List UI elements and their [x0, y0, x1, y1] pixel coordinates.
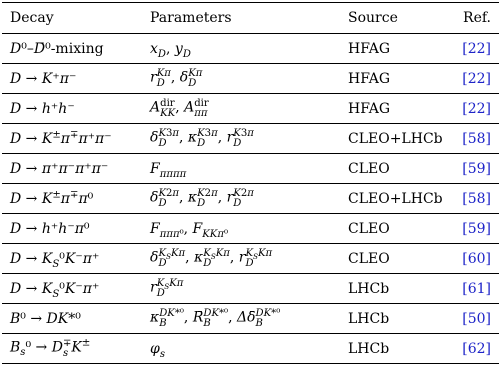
citation-link[interactable]: [50] [462, 310, 491, 327]
citation-link[interactable]: [58] [462, 130, 491, 147]
source-cell: HFAG [348, 100, 390, 117]
source-cell: HFAG [348, 70, 390, 87]
citation-link[interactable]: [59] [462, 220, 491, 237]
decay-cell: D⁰–D̄⁰-mixing [10, 40, 104, 57]
parameters-cell: r Kπ D , δ Kπ D [150, 67, 203, 89]
source-cell: HFAG [348, 40, 390, 57]
table-row [2, 94, 499, 124]
reference-cell [452, 154, 499, 184]
source-cell: LHCb [348, 340, 390, 357]
table-row [2, 154, 499, 184]
citation-link[interactable]: [58] [462, 190, 491, 207]
parameters-cell: $\varphi_s$ [150, 340, 165, 360]
reference-cell [452, 184, 499, 214]
reference-cell [452, 244, 499, 274]
table-row [2, 124, 499, 154]
reference-cell [452, 94, 499, 124]
source-cell: CLEO [348, 220, 390, 237]
external-inputs-table [2, 2, 499, 364]
parameters-cell: $F_{\pi\pi\pi^0}$, $F_{KK\pi^0}$ [150, 220, 228, 240]
header-row [2, 3, 499, 34]
decay-cell: D → K⁺π⁻ [10, 70, 77, 87]
decay-cell: $D \to K_S^0K^-\pi^+$ [10, 250, 100, 270]
decay-cell: $B_s^0 \to D$ ∓ s K± [10, 337, 91, 359]
citation-link[interactable]: [61] [462, 280, 491, 297]
decay-cell: D → π⁺π⁻π⁺π⁻ [10, 160, 109, 177]
decay-cell: D → K±π∓π⁺π⁻ [10, 128, 112, 147]
citation-link[interactable]: [22] [462, 40, 491, 57]
citation-link[interactable]: [59] [462, 160, 491, 177]
parameters-cell: δ K3π D , κ K3π D , r K3π D [150, 127, 254, 149]
citation-link[interactable]: [62] [462, 340, 491, 357]
reference-cell [452, 34, 499, 64]
decay-cell: $D \to K_S^0K^-\pi^+$ [10, 280, 100, 300]
decay-cell: B⁰ → DK*⁰ [10, 310, 81, 327]
parameters-cell: A dir KK , A dir ππ [150, 97, 209, 119]
reference-cell [452, 64, 499, 94]
source-cell: LHCb [348, 310, 390, 327]
table-row [2, 244, 499, 274]
parameters-cell: $F_{\pi\pi\pi\pi}$ [150, 160, 187, 180]
citation-link[interactable]: [60] [462, 250, 491, 267]
reference-cell [452, 334, 499, 364]
decay-cell: D → h⁺h⁻π⁰ [10, 220, 90, 237]
reference-cell [452, 274, 499, 304]
citation-link[interactable]: [22] [462, 100, 491, 117]
decay-cell: D → h⁺h⁻ [10, 100, 75, 117]
table-row [2, 304, 499, 334]
header-parameters: Parameters [150, 10, 232, 26]
parameters-table-container [2, 2, 499, 364]
header-source: Source [348, 10, 398, 26]
header-ref: Ref. [463, 10, 491, 26]
parameters-cell: $x_D$, $y_D$ [150, 40, 191, 60]
table-row [2, 34, 499, 64]
table-row [2, 214, 499, 244]
parameters-cell: δ K2π D , κ K2π D , r K2π D [150, 187, 254, 209]
source-cell: LHCb [348, 280, 390, 297]
table-row [2, 64, 499, 94]
parameters-cell: r $K_SK\pi$ D [150, 277, 184, 299]
parameters-cell: κ DK*⁰ B , R DK*⁰ B , Δδ DK*⁰ B [150, 307, 281, 329]
header-decay: Decay [10, 10, 54, 26]
source-cell: CLEO+LHCb [348, 190, 443, 207]
source-cell: CLEO+LHCb [348, 130, 443, 147]
source-cell: CLEO [348, 160, 390, 177]
table-row [2, 274, 499, 304]
decay-cell: D → K±π∓π⁰ [10, 188, 94, 207]
citation-link[interactable]: [22] [462, 70, 491, 87]
table-row [2, 334, 499, 364]
reference-cell [452, 304, 499, 334]
reference-cell [452, 124, 499, 154]
reference-cell [452, 214, 499, 244]
table-row [2, 184, 499, 214]
parameters-cell: δ $K_SK\pi$ D , κ $K_SK\pi$ D , r $K_SK\pi$ D [150, 247, 273, 269]
source-cell: CLEO [348, 250, 390, 267]
